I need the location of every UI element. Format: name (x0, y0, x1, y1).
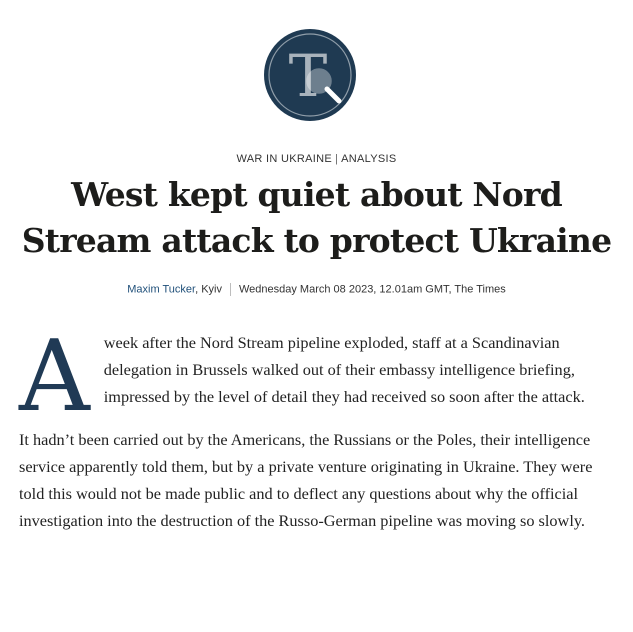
kicker-separator: | (334, 153, 339, 165)
logo-letter: T (288, 42, 328, 110)
paragraph-1 (19, 320, 615, 434)
drop-cap: A (19, 320, 90, 434)
paragraph-2: It hadn’t been carried out by the Americans, the Russians or the Poles, their intelligence service apparently told them, but by a private venture originating in Ukraine. They were told this would not be made public and to deflect any questions about why the official investigation into the destruction of the Russo-German pipeline was moving so slowly. (19, 430, 593, 530)
author-location: , Kyiv (195, 283, 222, 296)
times-logo[interactable] (264, 29, 356, 121)
dateline: Wednesday March 08 2023, 12.01am GMT, The Times (238, 283, 506, 296)
kicker-section-link[interactable]: WAR IN UKRAINE (236, 153, 332, 165)
paragraph-1-text: week after the Nord Stream pipeline exploded, staff at a Scandinavian delegation in Brussels walked out of their embassy intelligence briefing, impressed by the level of detail they had received so soon after the attack. (103, 333, 585, 406)
author-link[interactable]: Maxim Tucker (127, 283, 196, 296)
kicker-type: ANALYSIS (341, 153, 397, 165)
byline-divider (230, 283, 231, 296)
byline (0, 283, 633, 296)
article-headline: West kept quiet about Nord Stream attack to protect Ukraine (21, 175, 612, 260)
article-body (19, 320, 615, 534)
section-kicker (0, 153, 633, 165)
times-logo-icon (264, 29, 356, 121)
